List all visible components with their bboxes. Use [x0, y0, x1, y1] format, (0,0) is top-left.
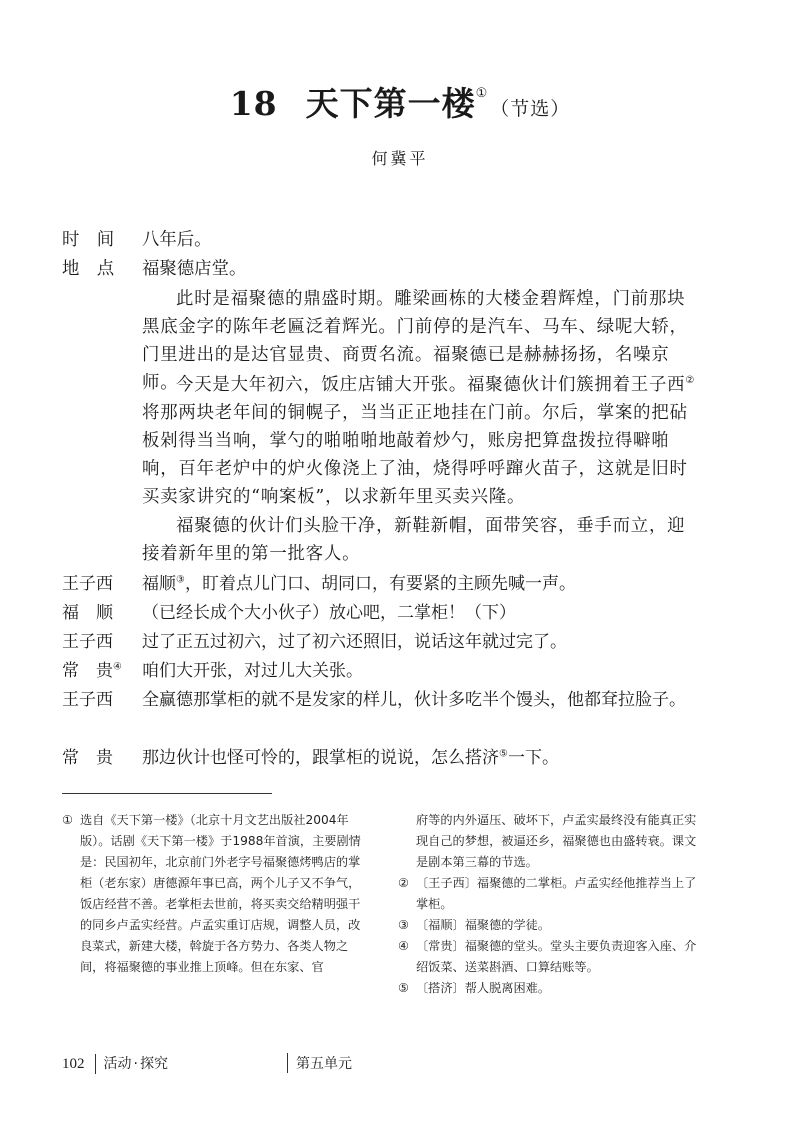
section-separator: · — [133, 1056, 138, 1072]
stage-paragraph-2-rest: 将那两块老年间的铜幌子，当当正正地挂在门前。尔后，掌案的把砧板剁得当当响，掌勺的啪啪啪地敲着炒勺，账房把算盘拨拉得噼啪响，百年老炉中的炉火像浇上了油，烧得呼呼蹿火苗子，这就是旧时买卖家讲究的“响案板”，以求新年里买卖兴隆。 — [142, 403, 688, 507]
footnote-mark-3: ③ — [176, 574, 185, 586]
lesson-subtitle: （节选） — [490, 98, 571, 120]
footnote-text: 选自《天下第一楼》（北京十月文艺出版社2004年版）。话剧《天下第一楼》于1988年首演，主要剧情是：民国初年，北京前门外老字号福聚德烤鸭店的掌柜（老东家）唐德源年事已高，两个儿子又不争气，饭店经营不善。老掌柜去世前，将买卖交给精明强干的同乡卢孟实经营。卢孟实重订店规，调整人员，改良菜式，新建大楼，斡旋于各方势力、各类人物之间，将福聚德的事业推上顶峰。但在东家、官 — [80, 813, 361, 974]
page-number: 102 — [62, 1056, 85, 1072]
footnote-mark-2: ② — [685, 375, 696, 387]
dialogue-text-a: 福顺 — [142, 574, 176, 594]
footnote-item — [398, 978, 706, 999]
footnote-item — [62, 810, 368, 978]
footnote-mark: ① — [62, 813, 73, 827]
footnote-text: 府等的内外逼压、破坏下，卢孟实最终没有能真正实现自己的梦想，被逼还乡，福聚德也由盛转衰。课文是剧本第三幕的节选。 — [416, 813, 697, 869]
footer-divider — [95, 1054, 96, 1074]
footnote-mark: ⑤ — [398, 981, 409, 995]
footnote-item — [398, 873, 706, 915]
footnote-text: 〔搭济〕帮人脱离困难。 — [416, 981, 551, 995]
dialogue-text: 全赢德那掌柜的就不是发家的样儿，伙计多吃半个馒头，他都耷拉脸子。 — [142, 690, 686, 710]
time-label: 时 间 — [62, 230, 115, 250]
section-a: 活动 — [103, 1056, 132, 1072]
footnote-divider — [62, 793, 272, 794]
stage-paragraph-2 — [142, 371, 702, 511]
title-footnote-mark: ① — [475, 86, 489, 101]
dialogue-text — [142, 744, 702, 772]
footnote-mark: ② — [398, 876, 409, 890]
time-value: 八年后。 — [142, 230, 212, 250]
lesson-title-text: 天下第一楼 — [305, 84, 476, 123]
place-label: 地 点 — [62, 259, 115, 279]
place-value: 福聚德店堂。 — [142, 259, 247, 279]
stage-paragraph-1: 此时是福聚德的鼎盛时期。雕梁画栋的大楼金碧辉煌，门前那块黑底金字的陈年老匾泛着辉光。门前停的是汽车、马车、绿呢大轿，门里进出的是达官显贵、商贾名流。福聚德已是赫赫扬扬，名噪京师。 — [142, 289, 688, 393]
speaker: 福 顺 — [62, 603, 113, 623]
stage-paragraph-3: 福聚德的伙计们头脸干净，新鞋新帽，面带笑容，垂手而立，迎接着新年里的第一批客人。 — [142, 516, 686, 564]
unit-divider — [287, 1053, 288, 1073]
dialogue-text: 咱们大开张，对过儿大关张。 — [142, 661, 363, 681]
footnote-continuation — [398, 810, 706, 873]
footnote-text: 〔常贵〕福聚德的堂头。堂头主要负责迎客入座、介绍饭菜、送菜斟酒、口算结账等。 — [416, 939, 697, 974]
speaker: 王子西 — [62, 690, 113, 710]
speaker-name: 常 贵 — [62, 661, 113, 681]
dialogue-text: 过了正五过初六，过了初六还照旧，说话这年就过完了。 — [142, 632, 567, 652]
footnote-mark-5: ⑤ — [499, 748, 508, 760]
footnote-mark: ④ — [398, 939, 409, 953]
lesson-title — [0, 78, 800, 125]
section-b: 探究 — [139, 1056, 168, 1072]
author: 何冀平 — [371, 149, 429, 168]
speaker: 王子西 — [62, 574, 113, 594]
dialogue-text — [142, 570, 702, 598]
lesson-title-block — [0, 78, 800, 125]
lesson-number: 18 — [229, 84, 278, 123]
footnote-text: 〔王子西〕福聚德的二掌柜。卢孟实经他推荐当上了掌柜。 — [416, 876, 697, 911]
dialogue-text-a: 那边伙计也怪可怜的，跟掌柜的说说，怎么搭济 — [142, 748, 499, 768]
dialogue-text-b: ，盯着点儿门口、胡同口，有要紧的主顾先喊一声。 — [184, 574, 576, 594]
speaker — [62, 657, 134, 685]
footnotes-left — [62, 810, 368, 978]
stage-paragraph-2-text: 今天是大年初六，饭庄店铺大开张。福聚德伙计们簇拥着王子西 — [176, 375, 686, 395]
speaker: 常 贵 — [62, 748, 113, 768]
speaker: 王子西 — [62, 632, 113, 652]
page-footer — [62, 1053, 168, 1074]
footnotes-right — [398, 810, 706, 999]
footnote-item — [398, 936, 706, 978]
footnote-mark-4: ④ — [113, 661, 122, 673]
footnote-mark: ③ — [398, 918, 409, 932]
footnote-item — [398, 915, 706, 936]
dialogue-text: （已经长成个大小伙子）放心吧，二掌柜！（下） — [142, 603, 516, 623]
footnote-text: 〔福顺〕福聚德的学徒。 — [416, 918, 551, 932]
unit-label: 第五单元 — [296, 1056, 352, 1072]
dialogue-text-b: 一下。 — [507, 748, 559, 768]
